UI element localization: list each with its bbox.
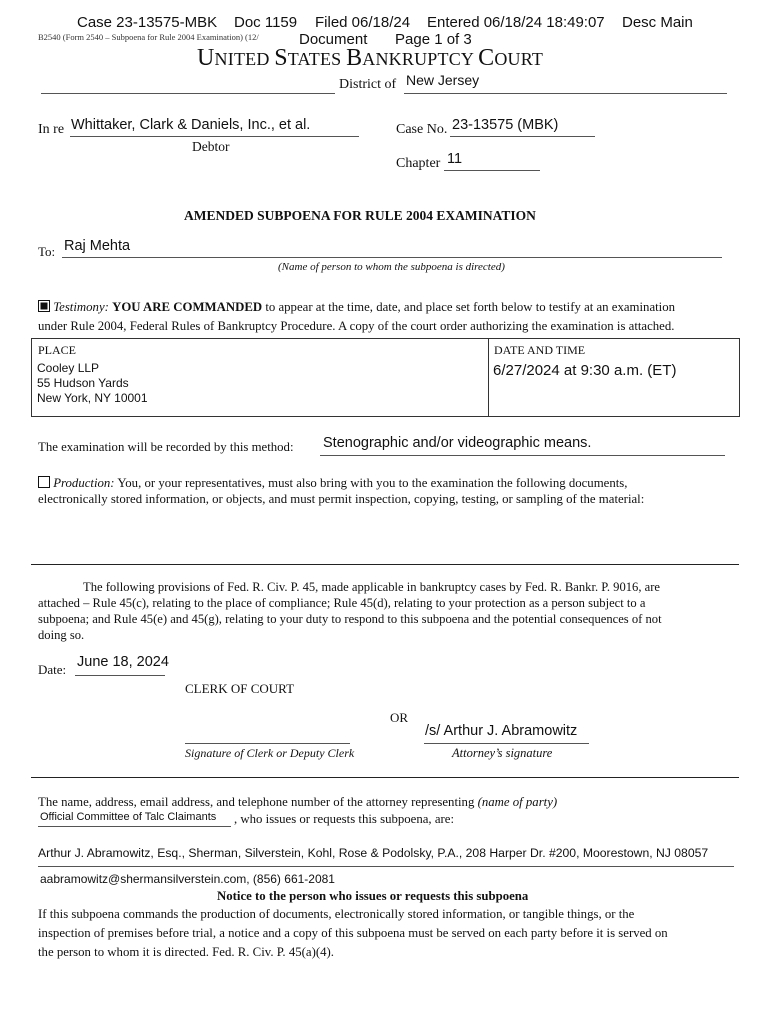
recording-method-line bbox=[320, 455, 725, 456]
subpoena-heading: AMENDED SUBPOENA FOR RULE 2004 EXAMINATION bbox=[184, 208, 536, 223]
stamp-desc: Desc Main bbox=[622, 14, 693, 31]
to-label: To: bbox=[38, 244, 56, 259]
party-value: Official Committee of Talc Claimants bbox=[40, 811, 217, 823]
attorney-address: Arthur J. Abramowitz, Esq., Sherman, Silverstein, Kohl, Rose & Podolsky, P.A., 208 Harper Dr. #200, Moorestown, NJ 08057 bbox=[38, 846, 709, 860]
notice-heading: Notice to the person who issues or requests this subpoena bbox=[217, 889, 529, 903]
notice-line1: If this subpoena commands the production of documents, electronically stored information, or tangible things, or the bbox=[38, 907, 635, 921]
recipient-caption: (Name of person to whom the subpoena is directed) bbox=[278, 261, 505, 273]
attorney-contact: aabramowitz@shermansilverstein.com, (856) 661-2081 bbox=[40, 872, 335, 886]
chapter-value: 11 bbox=[447, 151, 463, 167]
notice-line3: the person to whom it is directed. Fed. R. Civ. P. 45(a)(4). bbox=[38, 945, 334, 959]
party-line bbox=[38, 826, 231, 827]
place-line2: 55 Hudson Yards bbox=[37, 376, 129, 390]
debtor-name: Whittaker, Clark & Daniels, Inc., et al. bbox=[71, 117, 311, 133]
stamp-entered: Entered 06/18/24 18:49:07 bbox=[427, 14, 605, 31]
stamp-doc: Doc 1159 bbox=[234, 14, 298, 31]
testimony-text: to appear at the time, date, and place set forth below to testify at an examination bbox=[265, 300, 676, 314]
place-line1: Cooley LLP bbox=[37, 361, 100, 375]
recipient-name: Raj Mehta bbox=[64, 238, 131, 254]
attorney-signature-value: /s/ Arthur J. Abramowitz bbox=[425, 723, 578, 739]
production-label: Production: bbox=[53, 476, 115, 490]
issuer-text: , who issues or requests this subpoena, are: bbox=[234, 812, 454, 826]
testimony-line1 bbox=[38, 300, 675, 315]
datetime-value: 6/27/2024 at 9:30 a.m. (ET) bbox=[493, 362, 677, 379]
recording-method-value: Stenographic and/or videographic means. bbox=[323, 435, 592, 451]
in-re-label: In re bbox=[38, 122, 65, 137]
attorney-address-line bbox=[38, 866, 734, 867]
section-divider-2 bbox=[31, 777, 739, 778]
debtor-name-line bbox=[70, 136, 359, 137]
or-label: OR bbox=[390, 710, 409, 725]
chapter-line bbox=[444, 170, 540, 171]
debtor-label: Debtor bbox=[192, 139, 230, 154]
section-divider bbox=[31, 564, 739, 565]
case-no-value: 23-13575 (MBK) bbox=[452, 117, 559, 133]
testimony-line2: under Rule 2004, Federal Rules of Bankruptcy Procedure. A copy of the court order authorizing the examination is attached. bbox=[38, 319, 675, 333]
clerk-signature-caption: Signature of Clerk or Deputy Clerk bbox=[185, 746, 355, 760]
party-label: (name of party) bbox=[477, 795, 558, 809]
date-line bbox=[75, 675, 165, 676]
date-label: Date: bbox=[38, 662, 67, 677]
datetime-header: DATE AND TIME bbox=[494, 343, 586, 357]
provisions-line3: subpoena; and Rule 45(e) and 45(g), relating to your duty to respond to this subpoena and the potential consequences of not bbox=[38, 612, 662, 626]
stamp-filed: Filed 06/18/24 bbox=[315, 14, 411, 31]
district-value: New Jersey bbox=[406, 72, 480, 88]
form-identifier: B2540 (Form 2540 – Subpoena for Rule 2004 Examination) (12/ bbox=[38, 32, 259, 42]
district-prefix-line bbox=[41, 93, 335, 94]
case-no-line bbox=[450, 136, 595, 137]
provisions-line4: doing so. bbox=[38, 628, 85, 642]
testimony-command: YOU ARE COMMANDED bbox=[112, 300, 263, 314]
stamp-case: Case 23-13575-MBK bbox=[77, 14, 218, 31]
recording-method-label: The examination will be recorded by this method: bbox=[38, 440, 294, 454]
notice-line2: inspection of premises before trial, a notice and a copy of this subpoena must be served on each party before it is served on bbox=[38, 926, 668, 940]
district-value-line bbox=[404, 93, 727, 94]
stamp-document: Document bbox=[299, 31, 368, 48]
production-text: You, or your representatives, must also bring with you to the examination the following documents, bbox=[117, 476, 628, 490]
court-title: UNITED STATES BANKRUPTCY COURT bbox=[197, 45, 544, 71]
production-line2: electronically stored information, or objects, and must permit inspection, copying, testing, or sampling of the material: bbox=[38, 492, 645, 506]
provisions-line1: The following provisions of Fed. R. Civ. P. 45, made applicable in bankruptcy cases by Fed. R. Bankr. P. 9016, are bbox=[83, 580, 661, 594]
case-no-label: Case No. bbox=[396, 122, 448, 137]
recipient-line bbox=[62, 257, 722, 258]
date-value: June 18, 2024 bbox=[77, 654, 169, 670]
stamp-page: Page 1 of 3 bbox=[395, 31, 472, 48]
clerk-signature-line bbox=[185, 743, 350, 744]
attorney-signature-caption: Attorney’s signature bbox=[452, 746, 553, 760]
attorney-intro: The name, address, email address, and telephone number of the attorney representing (name of party) bbox=[38, 795, 558, 809]
production-line1 bbox=[38, 476, 627, 491]
clerk-of-court-label: CLERK OF COURT bbox=[185, 681, 295, 696]
production-checkbox-icon[interactable] bbox=[38, 476, 50, 488]
chapter-label: Chapter bbox=[396, 156, 441, 171]
place-line3: New York, NY 10001 bbox=[37, 391, 148, 405]
place-header: PLACE bbox=[38, 343, 77, 357]
testimony-checkbox-icon[interactable] bbox=[38, 300, 50, 312]
testimony-label: Testimony: bbox=[53, 300, 109, 314]
attorney-signature-line bbox=[424, 743, 589, 744]
provisions-line2: attached – Rule 45(c), relating to the place of compliance; Rule 45(d), relating to your protection as a person subject to a bbox=[38, 596, 646, 610]
district-label: District of bbox=[339, 77, 397, 92]
